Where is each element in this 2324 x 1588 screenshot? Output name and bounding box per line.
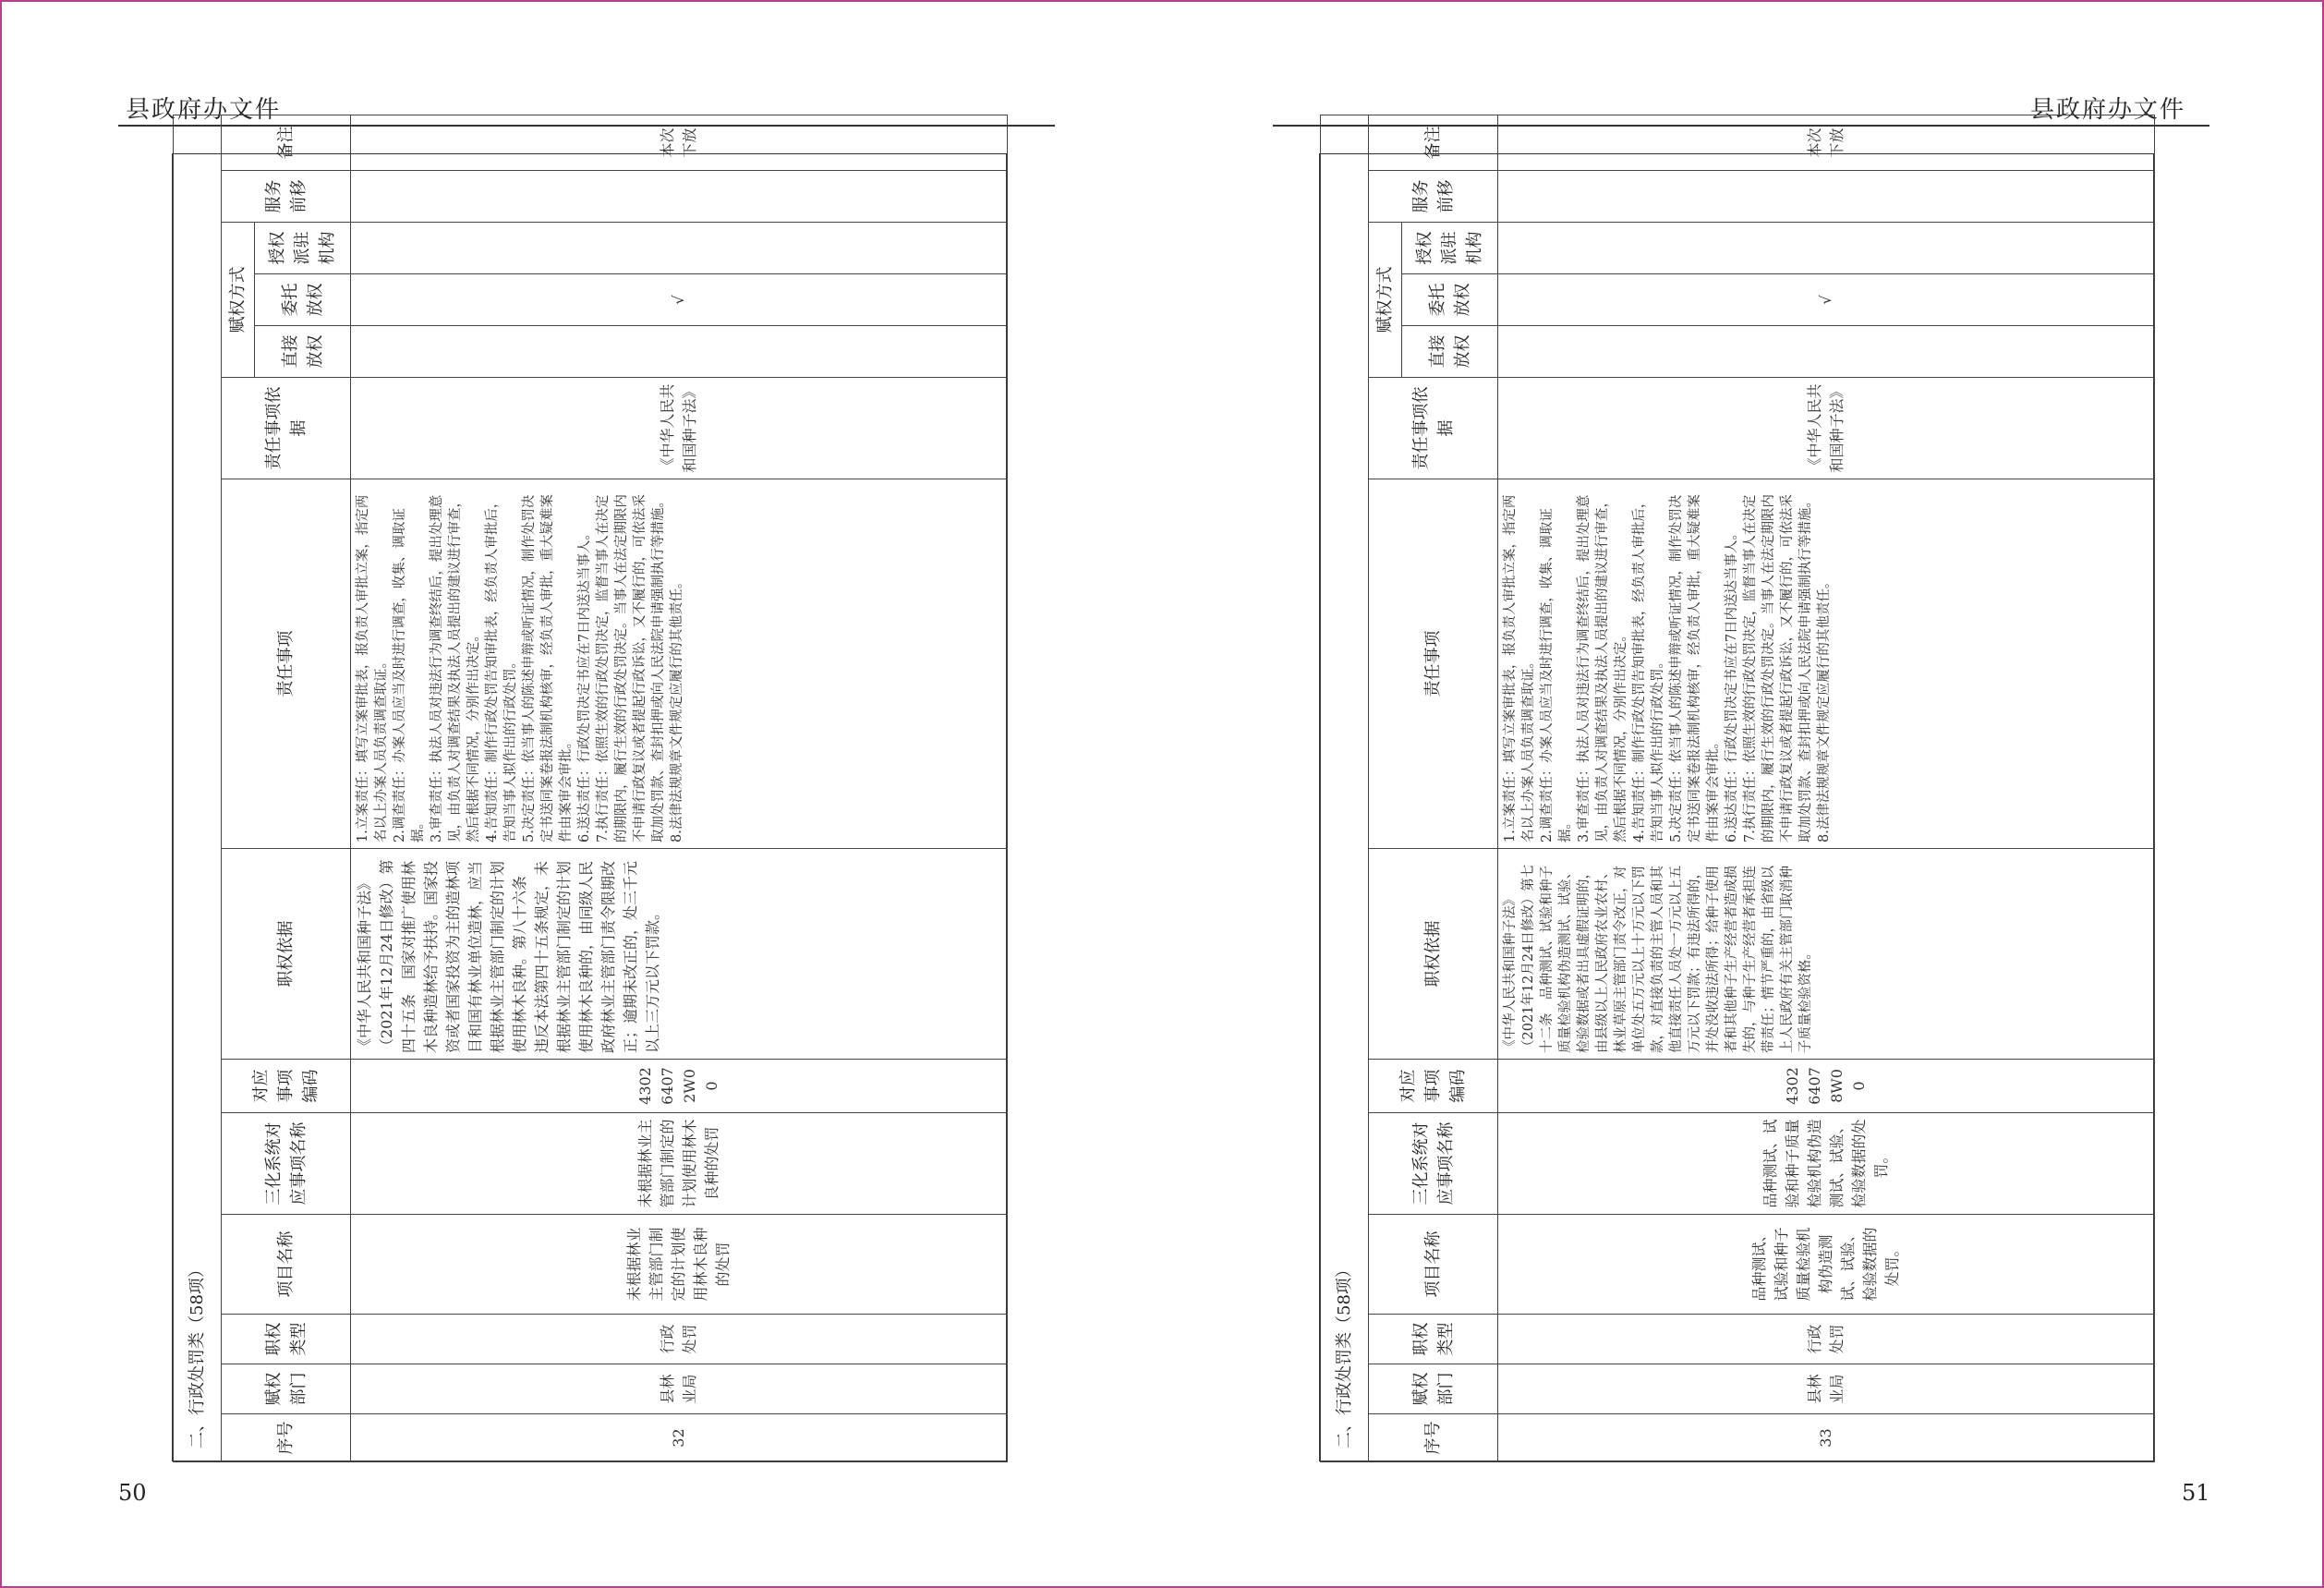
col-header-duty-basis: 责任事项依据	[222, 378, 351, 479]
col-header-authorize: 授权派驻机构	[1402, 223, 1498, 274]
cell-name: 品种测试、试验和种子质量检验机构伪造测试、试验、检验数据的处罚。	[1498, 1215, 2155, 1315]
cell-sys-name: 品种测试、试验和种子质量检验机构伪造测试、试验、检验数据的处罚。	[1498, 1113, 2155, 1215]
cell-forward	[351, 171, 1008, 223]
col-header-seq: 序号	[222, 1414, 351, 1462]
table-frame	[172, 126, 1007, 1461]
col-header-sys-name: 三化系统对应事项名称	[1369, 1113, 1498, 1215]
cell-code: 430264078W00	[1498, 1060, 2155, 1113]
col-header-remark: 备注	[1369, 115, 1498, 170]
page-number-left: 50	[118, 1480, 147, 1506]
cell-duty: 1.立案责任：填写立案审批表，报负责人审批立案，指定两名以上办案人员负责调查取证。 2.调查责任：办案人员应当及时进行调查，收集、调取证据。 3.审查责任：执法人员对违法行为调查终结后，提出处理意见，由负责人对调查结果及执法人员提出的建议进行审查，然后根据不同情况，分别作出决定。 4.告知责任：制作行政处罚告知审批表，经负责人审批后，告知当事人拟作出的行政处罚。 5.决定责任：依当事人的陈述申辩或听证情况，制作处罚决定书送同案卷报法制机构核审，经负责人审批，重大疑难案件由案审会审批。 6.送达责任：行政处罚决定书应在7日内送达当事人。 7.执行责任：依照生效的行政处罚决定，监督当事人在决定的期限内，履行生效的行政处罚决定。当事人在法定期限内不申请行政复议或者提起行政诉讼，又不履行的，可依法采取加处罚款、查封扣押或向人民法院申请强制执行等措施。 8.法律法规规章文件规定应履行的其他责任。	[351, 479, 1008, 849]
page-header-title: 县政府办文件	[2030, 96, 2186, 124]
col-header-forward: 服务前移	[222, 171, 351, 223]
col-header-name: 项目名称	[1369, 1215, 1498, 1315]
section-title: 二、行政处罚类（58项）	[174, 115, 222, 1461]
table-row	[351, 115, 1008, 1461]
cell-authorize	[1498, 223, 2155, 274]
col-header-dept: 赋权部门	[1369, 1364, 1498, 1414]
cell-remark: 本次下放	[1498, 115, 2155, 170]
col-header-direct: 直接放权	[1402, 326, 1498, 378]
cell-duty-basis: 《中华人民共和国种子法》	[1498, 378, 2155, 479]
col-header-entrust: 委托放权	[255, 274, 351, 326]
col-header-basis: 职权依据	[1369, 849, 1498, 1060]
cell-dept: 县林业局	[1498, 1364, 2155, 1414]
cell-seq: 32	[351, 1414, 1008, 1462]
table-frame	[1319, 126, 2154, 1461]
cell-basis: 《中华人民共和国种子法》（2021年12月24日修改）第四十五条 国家对推广使用林木良种造林给予扶持。国家投资或者国家投资为主的造林项目和国有林业单位造林，应当根据林业主管部门制定的计划使用林木良种。第八十六条 违反本法第四十五条规定，未根据林业主管部门制定的计划使用林木良种的，由同级人民政府林业主管部门责令限期改正；逾期未改正的，处三千元以上三万元以下罚款。	[351, 849, 1008, 1060]
col-header-code: 对应事项编码	[1369, 1060, 1498, 1113]
cell-basis: 《中华人民共和国种子法》（2021年12月24日修改）第七十二条 品种测试、试验和种子质量检验机构伪造测试、试验、检验数据或者出具虚假证明的，由县级以上人民政府农业农村、林业草原主管部门责令改正，对单位处五万元以上十万元以下罚款，对直接负责的主管人员和其他直接责任人员处一万元以上五万元以下罚款；有违法所得的，并处没收违法所得；给种子使用者和其他种子生产经营者造成损失的，与种子生产经营者承担连带责任；情节严重的，由省级以上人民政府有关主管部门取消种子质量检验资格。	[1498, 849, 2155, 1060]
col-header-dept: 赋权部门	[222, 1364, 351, 1414]
col-header-code: 对应事项编码	[222, 1060, 351, 1113]
col-header-type: 职权类型	[222, 1315, 351, 1364]
page-right	[1162, 0, 2324, 1588]
cell-duty: 1.立案责任：填写立案审批表，报负责人审批立案，指定两名以上办案人员负责调查取证。 2.调查责任：办案人员应当及时进行调查，收集、调取证据。 3.审查责任：执法人员对违法行为调查终结后，提出处理意见，由负责人对调查结果及执法人员提出的建议进行审查，然后根据不同情况，分别作出决定。 4.告知责任：制作行政处罚告知审批表，经负责人审批后，告知当事人拟作出的行政处罚。 5.决定责任：依当事人的陈述申辩或听证情况，制作处罚决定书送同案卷报法制机构核审，经负责人审批，重大疑难案件由案审会审批。 6.送达责任：行政处罚决定书应在7日内送达当事人。 7.执行责任：依照生效的行政处罚决定，监督当事人在决定的期限内，履行生效的行政处罚决定。当事人在法定期限内不申请行政复议或者提起行政诉讼，又不履行的，可依法采取加处罚款、查封扣押或向人民法院申请强制执行等措施。 8.法律法规规章文件规定应履行的其他责任。	[1498, 479, 2155, 849]
col-header-direct: 直接放权	[255, 326, 351, 378]
cell-entrust: √	[1498, 274, 2155, 326]
col-header-name: 项目名称	[222, 1215, 351, 1315]
cell-remark: 本次下放	[351, 115, 1008, 170]
table-row	[1498, 115, 2155, 1461]
cell-sys-name: 未根据林业主管部门制定的计划使用林木良种的处罚	[351, 1113, 1008, 1215]
col-header-remark: 备注	[222, 115, 351, 170]
page-number-right: 51	[2182, 1480, 2210, 1506]
col-header-forward: 服务前移	[1369, 171, 1498, 223]
duty-table	[173, 115, 1008, 1462]
duty-table	[1320, 115, 2155, 1462]
col-header-type: 职权类型	[1369, 1315, 1498, 1364]
cell-entrust: √	[351, 274, 1008, 326]
col-header-grant-mode: 赋权方式	[1369, 223, 1402, 378]
cell-dept: 县林业局	[351, 1364, 1008, 1414]
col-header-seq: 序号	[1369, 1414, 1498, 1462]
cell-seq: 33	[1498, 1414, 2155, 1462]
cell-forward	[1498, 171, 2155, 223]
cell-type: 行政处罚	[351, 1315, 1008, 1364]
col-header-duty-basis: 责任事项依据	[1369, 378, 1498, 479]
col-header-sys-name: 三化系统对应事项名称	[222, 1113, 351, 1215]
cell-authorize	[351, 223, 1008, 274]
cell-code: 430264072W00	[351, 1060, 1008, 1113]
cell-duty-basis: 《中华人民共和国种子法》	[351, 378, 1008, 479]
col-header-duty: 责任事项	[222, 479, 351, 849]
col-header-duty: 责任事项	[1369, 479, 1498, 849]
page-header-title: 县政府办文件	[126, 96, 282, 124]
cell-type: 行政处罚	[1498, 1315, 2155, 1364]
cell-direct	[1498, 326, 2155, 378]
cell-name: 未根据林业主管部门制定的计划使用林木良种的处罚	[351, 1215, 1008, 1315]
cell-direct	[351, 326, 1008, 378]
col-header-basis: 职权依据	[222, 849, 351, 1060]
section-title: 二、行政处罚类（58项）	[1321, 115, 1369, 1461]
col-header-grant-mode: 赋权方式	[222, 223, 255, 378]
col-header-entrust: 委托放权	[1402, 274, 1498, 326]
col-header-authorize: 授权派驻机构	[255, 223, 351, 274]
